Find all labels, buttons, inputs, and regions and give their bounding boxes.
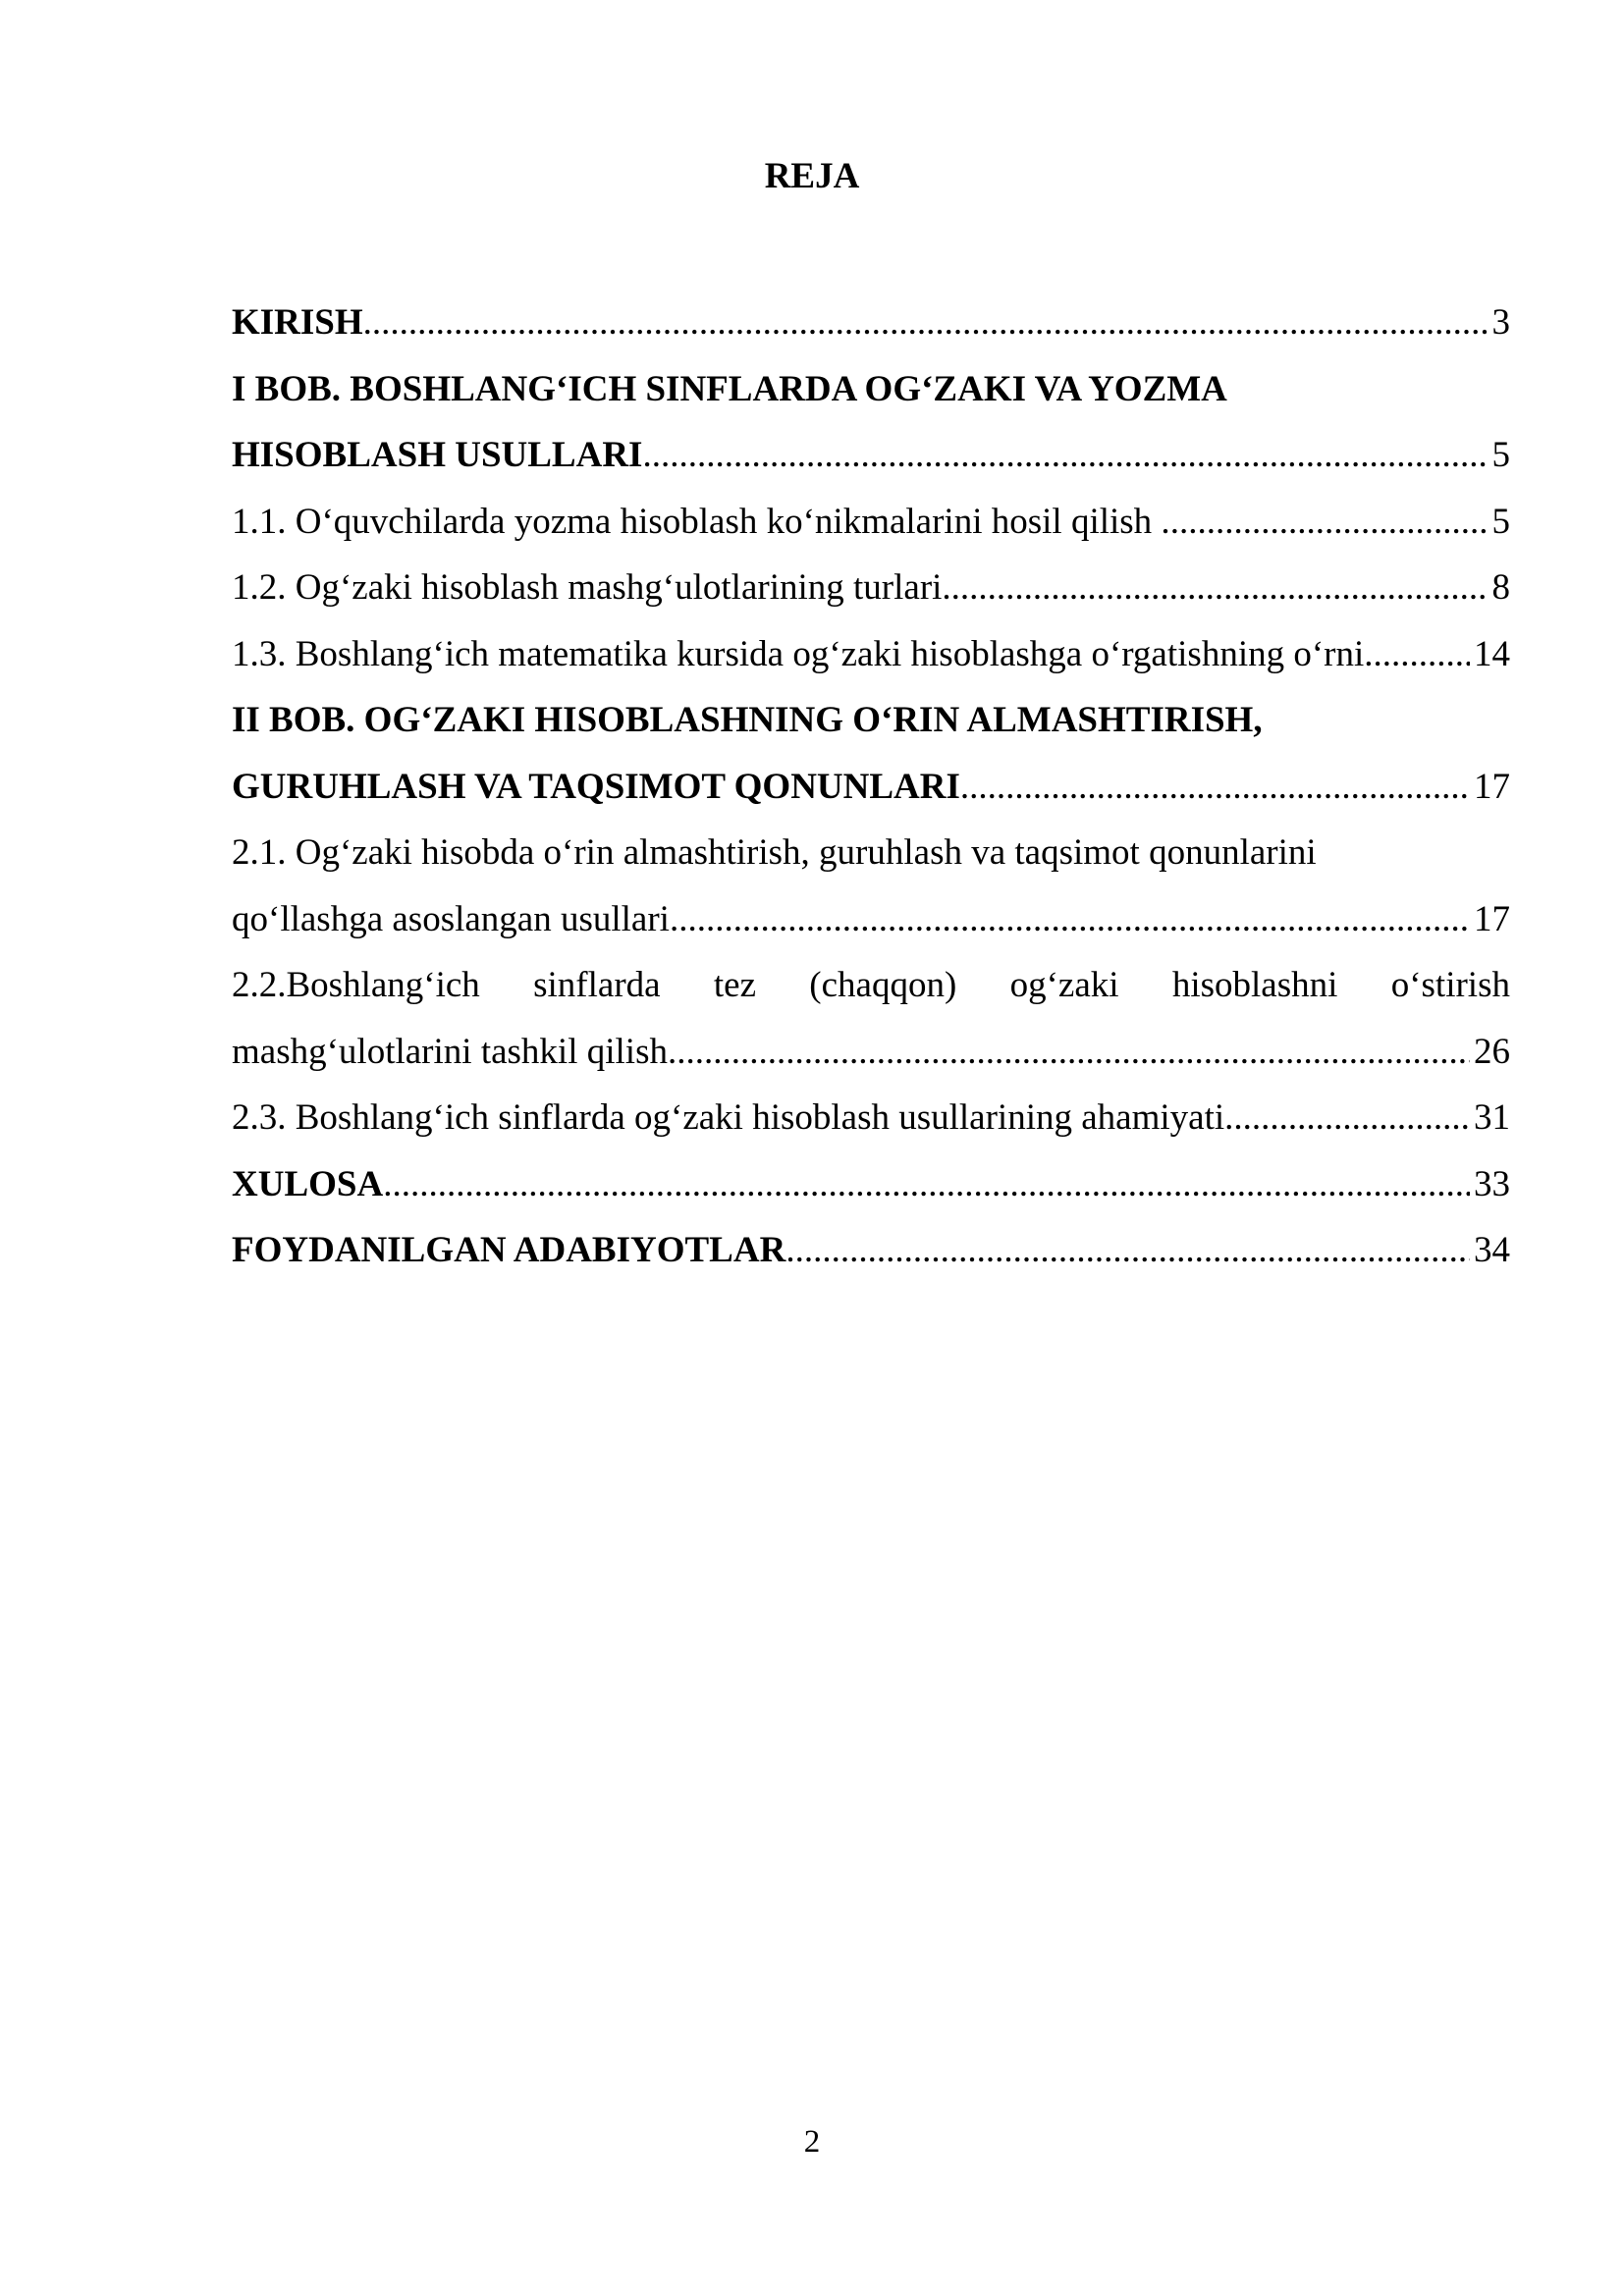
toc-entry-xulosa bbox=[232, 1151, 1510, 1218]
toc-page-number: 5 bbox=[1491, 501, 1510, 542]
toc-page-number: 14 bbox=[1474, 633, 1510, 674]
dot-leader bbox=[1364, 621, 1470, 688]
dot-leader bbox=[363, 290, 1489, 356]
toc-page-number: 17 bbox=[1474, 766, 1510, 807]
toc-page-number: 5 bbox=[1491, 435, 1510, 475]
dot-leader bbox=[1233, 1085, 1470, 1151]
toc-entry-1-3 bbox=[232, 621, 1510, 688]
toc-chapter-heading bbox=[232, 356, 1510, 423]
dot-leader bbox=[960, 754, 1470, 821]
dot-leader bbox=[951, 555, 1489, 621]
page-title: REJA bbox=[764, 156, 860, 196]
toc-entry-label: 2.1. Og‘zaki hisobda o‘rin almashtirish, guruhlash va taqsimot qonunlarini bbox=[232, 832, 1317, 873]
toc-entry-label: FOYDANILGAN ADABIYOTLAR bbox=[232, 1230, 786, 1270]
toc-page-number: 17 bbox=[1474, 898, 1510, 939]
toc-entry-kirish bbox=[232, 290, 1510, 356]
table-of-contents bbox=[232, 290, 1510, 1284]
toc-entry-label: 1.2. Og‘zaki hisoblash mashg‘ulotlarining turlari. bbox=[232, 567, 951, 608]
toc-entry-2-1-line1 bbox=[232, 820, 1510, 886]
toc-entry-label: HISOBLASH USULLARI bbox=[232, 435, 643, 475]
toc-entry-chapter-1 bbox=[232, 422, 1510, 489]
toc-entry-label: qo‘llashga asoslangan usullari bbox=[232, 898, 670, 939]
toc-entry-label: 2.3. Boshlang‘ich sinflarda og‘zaki hisoblash usullarining ahamiyati. bbox=[232, 1097, 1234, 1138]
toc-entry-2-2 bbox=[232, 1019, 1510, 1086]
toc-entry-label: 1.1. O‘quvchilarda yozma hisoblash ko‘nikmalarini hosil qilish . bbox=[232, 501, 1170, 542]
toc-entry-label: KIRISH bbox=[232, 302, 363, 343]
page-number: 2 bbox=[803, 2124, 821, 2160]
dot-leader bbox=[642, 422, 1488, 489]
toc-entry-1-2 bbox=[232, 555, 1510, 621]
dot-leader bbox=[1170, 489, 1489, 556]
toc-entry-label: 1.3. Boshlang‘ich matematika kursida og‘zaki hisoblashga o‘rgatishning o‘rni bbox=[232, 633, 1365, 674]
toc-entry-label: mashg‘ulotlarini tashkil qilish bbox=[232, 1031, 668, 1072]
dot-leader bbox=[785, 1217, 1470, 1284]
toc-entry-1-1 bbox=[232, 489, 1510, 556]
toc-entry-2-3 bbox=[232, 1085, 1510, 1151]
toc-entry-2-2-line1 bbox=[232, 952, 1510, 1019]
toc-page-number: 26 bbox=[1474, 1031, 1510, 1072]
toc-entry-label: I BOB. BOSHLANG‘ICH SINFLARDA OG‘ZAKI VA YOZMA bbox=[232, 368, 1227, 409]
toc-entry-2-1 bbox=[232, 886, 1510, 953]
toc-page-number: 33 bbox=[1474, 1163, 1510, 1204]
toc-entry-label: XULOSA bbox=[232, 1163, 384, 1204]
dot-leader bbox=[383, 1151, 1470, 1218]
toc-entry-chapter-2 bbox=[232, 754, 1510, 821]
toc-entry-label: GURUHLASH VA TAQSIMOT QONUNLARI bbox=[232, 766, 960, 807]
toc-page-number: 8 bbox=[1491, 567, 1510, 608]
toc-entry-label: 2.2.Boshlang‘ich sinflarda tez (chaqqon) og‘zaki hisoblashni o‘stirish bbox=[232, 965, 1510, 1005]
toc-page-number: 31 bbox=[1474, 1097, 1510, 1138]
dot-leader bbox=[670, 886, 1470, 953]
toc-page-number: 3 bbox=[1491, 302, 1510, 343]
toc-entry-adabiyotlar bbox=[232, 1217, 1510, 1284]
toc-chapter-heading bbox=[232, 687, 1510, 754]
toc-entry-label: II BOB. OG‘ZAKI HISOBLASHNING O‘RIN ALMASHTIRISH, bbox=[232, 700, 1263, 740]
toc-page-number: 34 bbox=[1474, 1230, 1510, 1270]
dot-leader bbox=[668, 1019, 1470, 1086]
